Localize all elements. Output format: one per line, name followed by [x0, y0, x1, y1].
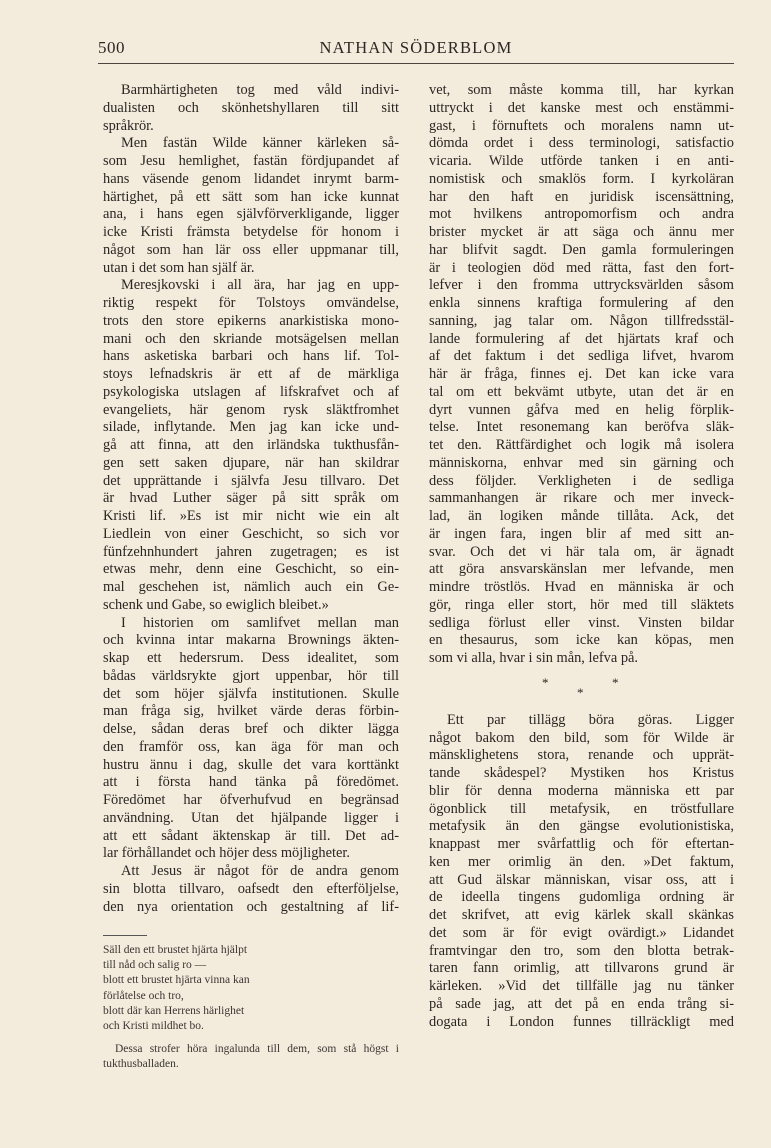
text-line: Barmhärtigheten tog med våld indivi- [121, 82, 399, 98]
text-line: I historien om samlifvet mellan man [121, 614, 399, 631]
footnote [103, 943, 399, 1073]
text-line: kärleken. »Vid det tillfälle jag nu tänker [429, 978, 734, 994]
text-line: knappast mer svårfattlig och för eftertan- [429, 836, 734, 852]
text-line: hustru ännu i dag, skulle det vara korttänkt [103, 756, 399, 773]
text-line: den nya orientation och gestaltning af lif- [103, 898, 399, 915]
text-line: enkla sinnens kraftiga formulering af den [429, 295, 734, 311]
text-line: mindre tröstlös. Hvad en människa är och [429, 579, 734, 595]
text-line: språkrör. [103, 117, 154, 134]
footnote-verse-line: blott där kan Herrens härlighet [103, 1004, 245, 1017]
text-line: svar. Och det vi här tala om, är ägnadt [429, 543, 734, 560]
text-line: de ideella tingens gudomliga ordning är [429, 889, 734, 906]
text-line: tet den. Rättfärdighet och logik må isolera [429, 437, 734, 453]
text-line: psykologiska utslagen af lifskrafvet och af [103, 383, 399, 400]
text-line: skap ett hedersrum. Dess idealitet, som [103, 650, 399, 666]
text-line: härtighet, på ett sätt som han icke kunnat [103, 188, 399, 205]
text-line: gå att finna, att den irländska tukthusfån- [103, 437, 399, 453]
footnote-verses [103, 943, 399, 1034]
text-line: blir för denna moderna människa ett par [429, 782, 734, 799]
text-line: silade, inflytande. Men jag kan icke und- [103, 419, 399, 436]
footnote-verse-line: till nåd och salig ro — [103, 959, 207, 972]
text-line: fünfzehnhundert jahren zugetragen; es ist [103, 543, 399, 560]
text-line: tal om ett bekvämt utbyte, utan det är en [429, 383, 734, 400]
text-line: dogata i London funnes tillräckligt med [429, 1013, 734, 1030]
text-line: gen sett saken djupare, när han skildrar [103, 454, 399, 471]
text-line: mänsklighetens stora, renande och upprät- [429, 747, 734, 764]
text-line: gör, ringa eller stort, hör med till släktets [429, 596, 734, 613]
text-line: lad, än logiken månde tillåta. Ack, det [429, 508, 734, 524]
text-line: att ett sådant äktenskap är till. Det ad- [103, 827, 399, 844]
text-line: det upprättande i självfa Jesu tillvaro. Det [103, 472, 399, 489]
text-line: stoys lefnadskris är ett af de märkliga [103, 366, 399, 382]
text-line: Ett par tillägg böra göras. Ligger [447, 711, 734, 728]
footnote-rule [103, 935, 147, 936]
text-line: lefver i den fromma uttrycksvärlden såsom [429, 277, 734, 294]
text-line: hans väsende genom lidandet inrymt barm- [103, 170, 399, 187]
right-column-bottom-text [429, 712, 734, 1032]
text-line: användning. Utan det hjälpande ligger i [103, 809, 399, 826]
text-line: mot hvilkens antropomorfism och andra [429, 206, 734, 223]
text-line: uttryckt i det kanske mest och enstämmi- [429, 99, 734, 116]
text-line: sanning, jag talar om. Någon tillfredsstäl- [429, 312, 734, 329]
text-line: vicaria. Wilde utförde tanken i en anti- [429, 153, 734, 169]
text-line: här är fråga, finnes ej. Det kan icke vara [429, 366, 734, 382]
text-line: har den haft en juridisk iscensättning, [429, 188, 734, 205]
text-line: Liedlein von einer Geschicht, so sich vor [103, 525, 399, 542]
text-line: dyrt vunnen gåfva med en helig förplik- [429, 401, 734, 418]
right-column [429, 82, 734, 1031]
text-line: dess följder. Verkligheten i de sedliga [429, 472, 734, 489]
text-line: sedliga förlust eller vinst. Vinsten bildar [429, 614, 734, 631]
text-line: dömda ordet i dess terminologi, satisfactio [429, 135, 734, 152]
footnote-verse-line: och Kristi mildhet bo. [103, 1020, 204, 1033]
text-line: bådas världsrykte gjort uppenbar, hör till [103, 667, 399, 684]
text-line: hans asketiska barbari och hans lif. Tol- [103, 348, 399, 365]
text-line: som Jesu hemlighet, fastän fördjupandet af [103, 153, 399, 169]
text-line: telse. Intet resonemang kan beröfva släk- [429, 419, 734, 436]
text-line: taren fann orimlig, att tillvarons grund är [429, 960, 734, 977]
text-line: evangeliets, här genom rysk släktfromhet [103, 401, 399, 418]
footnote-verse-line: Säll den ett brustet hjärta hjälpt [103, 944, 248, 956]
text-line: vet, som måste komma till, har kyrkan [429, 82, 734, 98]
text-line: det skrifvet, att evig kärlek skall skänkas [429, 907, 734, 923]
text-line: ögonblick till metafysik, en tröstfullare [429, 800, 734, 817]
text-line: något bakom den bild, som för Wilde är [429, 729, 734, 746]
text-line: är hvad Luther säger på sitt språk om [103, 490, 399, 507]
section-separator [429, 668, 734, 712]
page-header [98, 36, 734, 62]
text-line: en thesaurus, som icke kan köpas, men [429, 632, 734, 649]
text-line: Meresjkovski i all ära, har jag en upp- [121, 277, 399, 294]
text-line: riktig respekt för Tolstoys omvändelse, [103, 295, 399, 311]
text-line: schenk und Gabe, so ewiglich bleibet.» [103, 596, 329, 613]
text-line: dualisten och skönhetshyllaren till sitt [103, 99, 399, 116]
text-line: den framför oss, kan äga för man och [103, 738, 399, 755]
page-number: 500 [98, 38, 125, 57]
text-line: människorna, enhvar med sin gärning och [429, 454, 734, 471]
text-line: ken mer orimlig än den. »Det faktum, [429, 853, 734, 870]
text-line: tande skådespel? Mystiken hos Kristus [429, 765, 734, 781]
text-line: är i teologien död med rätta, fast den fort- [429, 259, 734, 276]
text-line: har blifvit sagdt. Den gamla formuleringen [429, 241, 734, 258]
text-line: som vi alla, hvar i sin mån, lefva på. [429, 650, 639, 666]
text-line: mal geschehen ist, nämlich auch ein Ge- [103, 579, 399, 595]
separator-star: * [542, 674, 549, 690]
text-line: mani och den skriande motsägelsen mellan [103, 330, 399, 347]
text-line: det som är för evigt ovärdigt.» Lidandet [429, 924, 734, 941]
text-line: sin blotta tillvaro, oafsedt den efterföljelse, [103, 880, 399, 897]
right-column-top-text [429, 82, 734, 668]
text-line: utan i det som han själf är. [103, 259, 255, 276]
left-column [103, 82, 399, 916]
separator-star: * [612, 674, 619, 690]
text-line: etwas mehr, denn eine Geschicht, so ein- [103, 561, 399, 578]
text-line: Att Jesus är något för de andra genom [121, 863, 399, 879]
text-line: ana, i hans egen självförverkligande, ligger [103, 206, 399, 223]
header-rule [98, 63, 734, 64]
text-line: Men fastän Wilde känner kärleken så- [121, 135, 399, 152]
text-line: man fråga sig, hvilket värde deras förbin- [103, 703, 399, 720]
text-line: sammanhangen är rikare och mer inveck- [429, 490, 734, 507]
text-line: lande formulering af det hjärtats kraf och [429, 330, 734, 347]
running-head: NATHAN SÖDERBLOM [319, 38, 513, 57]
text-line: att i första hand tänka på föredömet. [103, 774, 399, 791]
text-line: på sade jag, att det på en enda trång si- [429, 995, 734, 1012]
text-line: är ingen fara, ingen blir af med sitt an- [429, 525, 734, 542]
text-line: trots den store epikerns anarkistiska mono- [103, 312, 399, 329]
text-line: gast, i förnuftets och moralens namn ut- [429, 117, 734, 134]
footnote-note: Dessa strofer höra ingalunda till dem, som stå högst i tukthusballaden. [103, 1043, 399, 1071]
text-line: framtvingar den tro, som den blotta betrak- [429, 942, 734, 959]
text-line: delse, sådan deras bref och dikter lägga [103, 721, 399, 737]
text-line: att Gud älskar människan, visar oss, att i [429, 871, 734, 888]
text-line: och kvinna intar makarna Brownings äkten- [103, 632, 399, 649]
text-line: icke Kristi främsta betydelse för honom i [103, 224, 399, 240]
text-line: det som höjer självfa institutionen. Skulle [103, 685, 399, 702]
text-line: Kristi lif. »Es ist mir nicht wie ein alt [103, 508, 399, 524]
text-line: af det faktum i det sedliga lifvet, hvarom [429, 348, 734, 365]
footnote-verse-line: blott ett brustet hjärta vinna kan [103, 974, 250, 987]
text-line: något som han lär oss eller uppmanar till, [103, 241, 399, 258]
separator-star: * [577, 684, 584, 700]
text-line: lar förhållandet och höjer dess möjligheter. [103, 845, 350, 862]
footnote-verse-line: förlåtelse och tro, [103, 989, 184, 1002]
text-line: Föredömet har öfverhufvud en begränsad [103, 792, 399, 808]
text-line: brister mycket är att säga och ännu mer [429, 224, 734, 240]
text-line: att göra ansvarskänslan mer lefvande, men [429, 561, 734, 578]
text-line: nomistisk och smaklös form. I kyrkoläran [429, 170, 734, 187]
text-line: metafysik än den gängse evolutionistiska, [429, 818, 734, 835]
